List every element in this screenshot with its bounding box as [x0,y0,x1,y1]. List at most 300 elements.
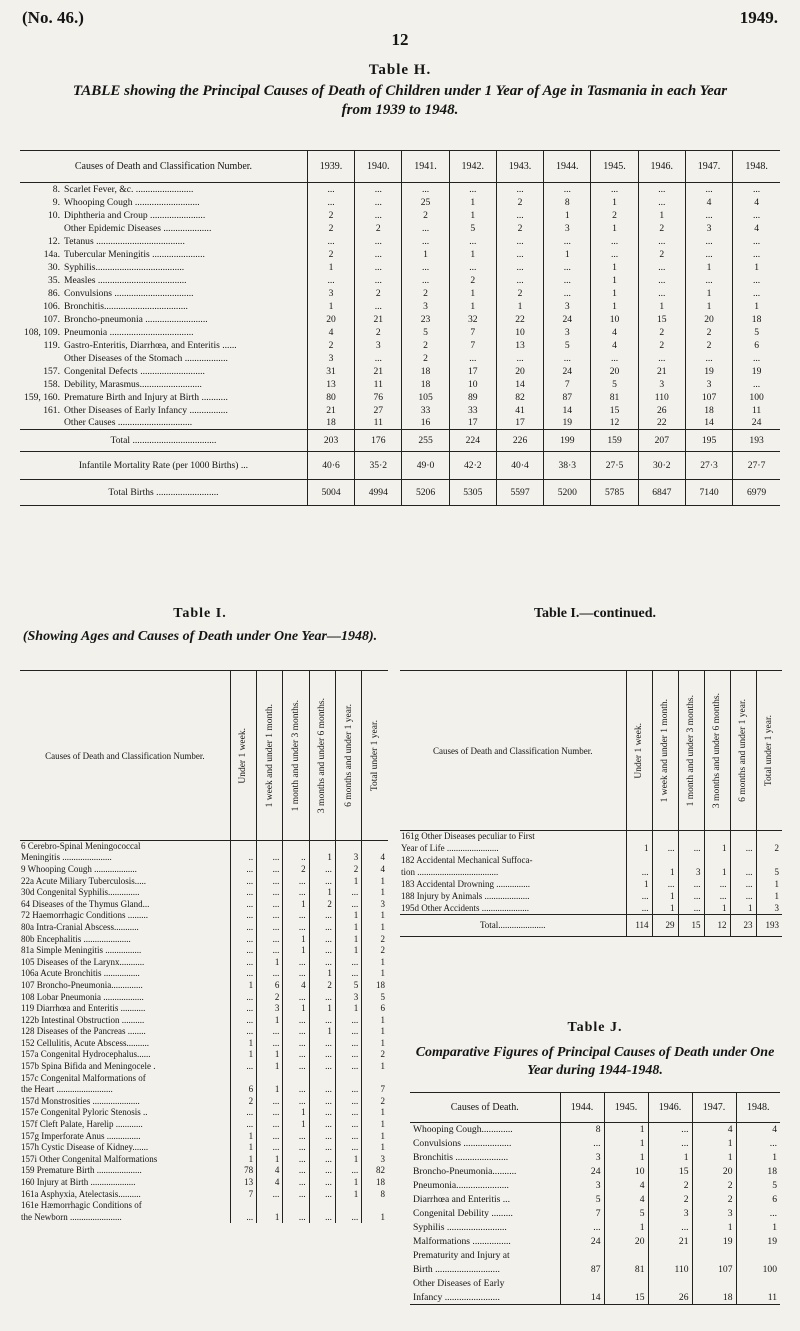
value-cell: 42·2 [449,452,496,480]
cause-label: Congenital Defects ........................... [64,365,205,377]
value-cell: ... [230,864,256,876]
value-cell: ... [648,1123,692,1137]
value-cell: 1 [309,1026,335,1038]
value-cell: ... [230,875,256,887]
value-cell: 2 [283,864,309,876]
cause-label: 182 Accidental Mechanical Suffoca- [401,855,533,865]
value-cell: 1 [230,1154,256,1166]
classification-number: 158. [43,378,60,390]
value-cell: 2 [685,326,732,339]
value-cell: 33 [449,404,496,417]
table-row [20,313,780,326]
table-row [20,287,780,300]
table-row [20,391,780,404]
value-cell [283,841,309,853]
value-cell: 1 [756,891,782,903]
value-cell: 2 [355,326,402,339]
value-cell: 2 [402,339,449,352]
value-cell [626,855,652,867]
value-cell: 20 [591,365,638,378]
age-column-header [362,671,388,841]
table-h [20,150,780,506]
value-cell: 1 [449,196,496,209]
table-row [20,1119,388,1131]
table-row [20,1142,388,1154]
cause-cell [20,326,307,339]
value-cell: 4 [307,326,354,339]
value-cell: 1 [362,910,388,922]
value-cell: 5 [604,1207,648,1221]
table-row [20,1014,388,1026]
value-cell: 2 [307,209,354,222]
value-cell: ... [638,183,685,196]
value-cell: 110 [638,391,685,404]
value-cell: 10 [604,1165,648,1179]
table-h-title: TABLE showing the Principal Causes of Death of Children under 1 Year of Age in Tasmania in each Year from 1939 to 1948. [72,83,728,118]
value-cell: ... [355,235,402,248]
table-row [400,879,782,891]
value-cell: ... [652,843,678,855]
value-cell: 4 [692,1123,736,1137]
value-cell: 1 [362,1130,388,1142]
cause-label: Other Diseases of the Stomach .................. [64,352,228,364]
value-cell: 11 [733,404,780,417]
table-row [20,261,780,274]
value-cell [648,1249,692,1263]
table-row [20,898,388,910]
value-cell: ... [257,898,283,910]
value-cell: 1 [402,248,449,261]
value-cell: 1 [335,1003,361,1015]
value-cell: 21 [355,313,402,326]
value-cell: ... [309,875,335,887]
age-column-header [283,671,309,841]
age-column-label: 3 months and under 6 months. [317,697,328,814]
cause-label: Pneumonia...................... [413,1180,509,1191]
value-cell: 3 [307,352,354,365]
value-cell: 4 [604,1193,648,1207]
table-i-continued [400,670,782,937]
cause-label: Broncho-Pneumonia.......... [413,1166,517,1177]
value-cell: 89 [449,391,496,404]
value-cell: 7140 [685,480,732,506]
value-cell: 1 [335,922,361,934]
table-row [20,1200,388,1212]
table-row [20,339,780,352]
value-cell: 6 [257,980,283,992]
value-cell: ... [283,1026,309,1038]
table-row [410,1263,780,1277]
value-cell: ... [283,991,309,1003]
table-row [410,1123,780,1137]
cause-label: 159 Premature Birth .................... [21,1165,142,1176]
value-cell: 27 [355,404,402,417]
table-row [400,855,782,867]
value-cell: ... [733,248,780,261]
value-cell: ... [309,1061,335,1073]
age-column-header [230,671,256,841]
value-cell: ... [283,1096,309,1108]
row-label: Infantile Mortality Rate (per 1000 Births) ... [20,452,307,480]
value-cell [626,831,652,843]
value-cell: ... [335,968,361,980]
cause-label: Diarrhœa and Enteritis ... [413,1194,510,1205]
value-cell: ... [257,968,283,980]
age-column-header [309,671,335,841]
year-header: 1948. [733,151,780,183]
value-cell: 3 [544,222,591,235]
table-row [410,1179,780,1193]
table-row [20,1038,388,1050]
value-cell: 4 [736,1123,780,1137]
cause-cell [20,209,307,222]
value-cell: 10 [496,326,543,339]
value-cell: 1 [362,887,388,899]
cause-label: Gastro-Enteritis, Diarrhœa, and Enteritis ...... [64,339,237,351]
value-cell: 1 [449,300,496,313]
value-cell: 5 [733,326,780,339]
value-cell: ... [733,209,780,222]
cause-cell [20,404,307,417]
value-cell: 26 [638,404,685,417]
value-cell: ... [230,991,256,1003]
cause-label: 161a Asphyxia, Atelectasis.......... [21,1188,141,1199]
value-cell: 1 [362,922,388,934]
document-number: (No. 46.) [22,8,84,27]
value-cell: 31 [307,365,354,378]
value-cell: 7 [230,1188,256,1200]
cause-cell [20,352,307,365]
value-cell: 6847 [638,480,685,506]
value-cell: ... [678,843,704,855]
cause-label: Other Causes ............................... [64,417,193,429]
row-label: Total ................................... [20,430,307,452]
value-cell: 19 [685,365,732,378]
classification-number: 157. [43,365,60,377]
table-row [20,887,388,899]
value-cell: 23 [402,313,449,326]
table-i [20,670,388,1223]
cause-label: 80a Intra-Cranial Abscess........... [21,921,139,932]
value-cell: 114 [626,915,652,937]
value-cell: ... [733,287,780,300]
document-year: 1949. [739,8,778,27]
year-header: 1945. [604,1093,648,1123]
value-cell: ... [638,235,685,248]
cause-label: 6 Cerebro-Spinal Meningococcal [21,841,141,852]
value-cell: 2 [402,352,449,365]
classification-number: 12. [48,235,60,247]
value-cell: ... [626,891,652,903]
value-cell: ... [730,843,756,855]
value-cell: 49·0 [402,452,449,480]
value-cell [604,1249,648,1263]
value-cell: 1 [604,1123,648,1137]
value-cell: ... [733,183,780,196]
value-cell: 107 [692,1263,736,1277]
value-cell: 1 [692,1221,736,1235]
cause-label: 30d Congenital Syphilis.............. [21,887,140,898]
value-cell: ... [257,1142,283,1154]
age-column-label: 1 week and under 1 month. [660,698,670,803]
value-cell: 1 [591,274,638,287]
value-cell: ... [309,1154,335,1166]
age-column-label: Under 1 week. [634,722,644,779]
value-cell: 1 [626,843,652,855]
cause-label: Bronchitis................................... [64,300,188,312]
value-cell: ... [733,274,780,287]
table-row [20,1026,388,1038]
classification-number: 86. [48,287,60,299]
value-cell [309,1072,335,1084]
value-cell: 1 [335,1188,361,1200]
value-cell: ... [283,1154,309,1166]
value-cell: ... [230,1026,256,1038]
cause-label: the Newborn ....................... [21,1211,122,1222]
value-cell: 27·3 [685,452,732,480]
value-cell: ... [257,1119,283,1131]
value-cell: ... [283,1177,309,1189]
value-cell: 107 [685,391,732,404]
value-cell: ... [309,1212,335,1224]
table-row [20,875,388,887]
value-cell: ... [230,1061,256,1073]
value-cell: 176 [355,430,402,452]
value-cell: ... [257,1188,283,1200]
value-cell: 1 [591,287,638,300]
cause-cell [20,287,307,300]
value-cell [362,841,388,853]
value-cell: ... [257,1130,283,1142]
value-cell: ... [591,235,638,248]
age-column-header [730,671,756,831]
value-cell [692,1277,736,1291]
value-cell: 20 [692,1165,736,1179]
value-cell: 2 [692,1179,736,1193]
value-cell: 1 [685,300,732,313]
value-cell [704,831,730,843]
value-cell: ... [704,879,730,891]
table-row [20,1061,388,1073]
value-cell: 193 [756,915,782,937]
value-cell: ... [496,261,543,274]
value-cell: 110 [648,1263,692,1277]
value-cell: 3 [257,1003,283,1015]
value-cell: 17 [449,417,496,430]
value-cell: 6 [733,339,780,352]
table-row [20,1130,388,1142]
cause-label: Diphtheria and Croup ....................... [64,209,206,221]
value-cell: ... [309,1188,335,1200]
cause-label: Year of Life ....................... [401,843,499,853]
table-row [20,1049,388,1061]
value-cell: 4 [362,864,388,876]
value-cell: 1 [736,1151,780,1165]
value-cell: ... [309,1049,335,1061]
value-cell: 1 [335,945,361,957]
value-cell: 1 [257,1014,283,1026]
value-cell: ... [283,956,309,968]
cause-label: tion .................................... [401,867,499,877]
value-cell: ... [257,1038,283,1050]
cause-label: Whooping Cough............. [413,1124,513,1136]
value-cell: 14 [496,378,543,391]
value-cell: 1 [733,261,780,274]
value-cell: 5597 [496,480,543,506]
value-cell: 10 [449,378,496,391]
table-row [20,404,780,417]
value-cell: 4 [591,326,638,339]
value-cell: 1 [362,1212,388,1224]
value-cell: 3 [648,1207,692,1221]
table-row [410,1249,780,1263]
value-cell: ... [335,898,361,910]
total-births-row [20,480,780,506]
value-cell: ... [257,945,283,957]
value-cell: 1 [230,1130,256,1142]
classification-number: 119. [43,339,60,351]
value-cell: 1 [704,867,730,879]
value-cell: 81 [591,391,638,404]
value-cell: 1 [309,852,335,864]
value-cell: ... [449,183,496,196]
value-cell: 1 [309,1003,335,1015]
value-cell: ... [685,209,732,222]
value-cell: 2 [692,1193,736,1207]
value-cell: ... [685,274,732,287]
value-cell: 2 [307,222,354,235]
value-cell: 2 [362,1096,388,1108]
value-cell: ... [355,248,402,261]
value-cell: 1 [283,1003,309,1015]
value-cell: ... [496,352,543,365]
cause-cell [20,222,307,235]
table-row [20,1003,388,1015]
value-cell: 1 [692,1137,736,1151]
value-cell: 18 [362,1177,388,1189]
value-cell: ... [544,235,591,248]
value-cell: 1 [230,1049,256,1061]
value-cell [230,1200,256,1212]
value-cell: 15 [638,313,685,326]
value-cell [257,1200,283,1212]
value-cell: 7 [362,1084,388,1096]
value-cell [652,831,678,843]
table-row [20,209,780,222]
value-cell: 32 [449,313,496,326]
cause-label: 108 Lobar Pneumonia .................. [21,991,144,1002]
value-cell: 1 [257,956,283,968]
value-cell: 1 [362,1014,388,1026]
value-cell: 5 [591,378,638,391]
value-cell: ... [591,248,638,261]
age-column-header [678,671,704,831]
value-cell: 4994 [355,480,402,506]
value-cell: 11 [355,417,402,430]
value-cell: ... [355,261,402,274]
value-cell: 2 [307,248,354,261]
value-cell: ... [544,274,591,287]
value-cell: ... [402,235,449,248]
value-cell: ... [733,378,780,391]
value-cell: 1 [362,1026,388,1038]
table-row [20,1188,388,1200]
value-cell: 16 [402,417,449,430]
value-cell: 24 [733,417,780,430]
value-cell: ... [730,891,756,903]
value-cell: 1 [283,945,309,957]
table-row [20,1084,388,1096]
value-cell: 7 [449,339,496,352]
value-cell: 193 [733,430,780,452]
value-cell: ... [335,1061,361,1073]
value-cell: 2 [648,1179,692,1193]
cause-label: Meningitis ...................... [21,852,112,863]
value-cell: 1 [685,287,732,300]
table-i-col-header: Causes of Death and Classification Number. [20,671,230,841]
value-cell: 5 [544,339,591,352]
value-cell: 6 [736,1193,780,1207]
value-cell: 1 [257,1154,283,1166]
value-cell: ... [257,887,283,899]
table-row [20,841,388,853]
value-cell [230,841,256,853]
value-cell: 20 [307,313,354,326]
value-cell: 1 [283,1119,309,1131]
value-cell: 18 [402,378,449,391]
value-cell: 13 [496,339,543,352]
value-cell: 5004 [307,480,354,506]
value-cell: 1 [685,261,732,274]
value-cell: 4 [685,196,732,209]
value-cell: 1 [335,910,361,922]
value-cell [736,1249,780,1263]
value-cell: ... [591,183,638,196]
cause-label: 157a Congenital Hydrocephalus...... [21,1049,151,1060]
value-cell: ... [335,1038,361,1050]
cause-cell [20,417,307,430]
table-row [20,417,780,430]
value-cell: 15 [678,915,704,937]
value-cell: 4 [257,1165,283,1177]
value-cell: 224 [449,430,496,452]
value-cell: ... [638,196,685,209]
value-cell: 203 [307,430,354,452]
value-cell: 5 [560,1193,604,1207]
table-j-label: Table J. [567,1020,623,1035]
cause-cell [20,313,307,326]
cause-label: 157f Cleft Palate, Harelip ............ [21,1119,143,1130]
cause-label: 157e Congenital Pyloric Stenosis .. [21,1107,148,1118]
value-cell: ... [309,922,335,934]
value-cell: ... [309,1014,335,1026]
table-row [20,922,388,934]
table-row [20,196,780,209]
table-h-col-header: Causes of Death and Classification Number. [20,151,307,183]
table-row [20,248,780,261]
value-cell: ... [309,1107,335,1119]
value-cell: ... [496,183,543,196]
cause-label: Syphilis..................................... [64,261,185,273]
value-cell: ... [335,1142,361,1154]
value-cell: 24 [560,1235,604,1249]
value-cell [756,831,782,843]
value-cell: ... [685,248,732,261]
classification-number: 14a. [43,248,60,260]
table-row [20,300,780,313]
value-cell: ... [591,352,638,365]
value-cell: 1 [544,248,591,261]
